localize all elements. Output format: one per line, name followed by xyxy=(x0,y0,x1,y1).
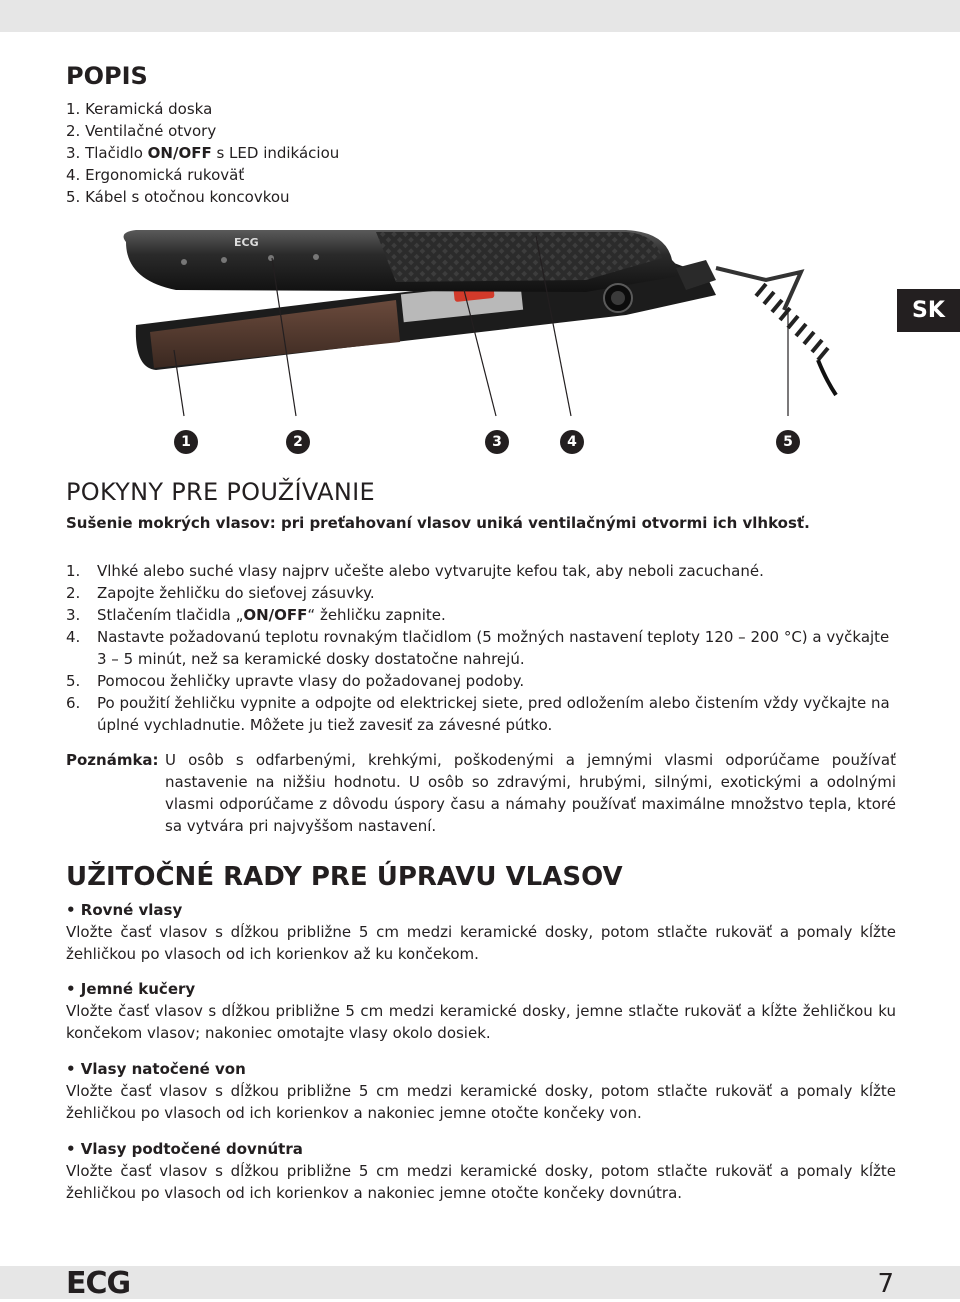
ecg-logo: ECG xyxy=(66,1266,131,1301)
tip-block xyxy=(66,1138,896,1204)
note-text: U osôb s odfarbenými, krehkými, poškodenými a jemnými vlasmi odporúčame používať nastavenie na nižšiu hodnotu. U osôb so zdravými, hrubými, silnými, exotickými a odolnými vlasmi odporúčame z dôvodu úspory času a námahy používať maximálne množstvo tepla, ktoré sa vytvára pri najvyššom nastavení. xyxy=(165,751,896,835)
section-title-popis: POPIS xyxy=(66,62,148,90)
tip-block xyxy=(66,899,896,965)
parts-list-item: 5. Kábel s otočnou koncovkou xyxy=(66,188,290,206)
footer-band xyxy=(0,1266,960,1299)
instruction-step: 3. Stlačením tlačidla „ON/OFF“ žehličku zapnite. xyxy=(66,606,446,624)
tip-text: Vložte časť vlasov s dĺžkou približne 5 cm medzi keramické dosky, jemne stlačte rukoväť a kĺžte žehličkou ku končekom vlasov; nakoniec omotajte vlasy okolo dosiek. xyxy=(66,1002,896,1042)
callout-5: 5 xyxy=(776,430,800,454)
svg-text:ECG: ECG xyxy=(234,236,259,249)
parts-list-item: 2. Ventilačné otvory xyxy=(66,122,217,140)
parts-list-item: 4. Ergonomická rukoväť xyxy=(66,166,245,184)
callout-2: 2 xyxy=(286,430,310,454)
tip-title: • Rovné vlasy xyxy=(66,901,183,919)
instruction-step: 6. Po použití žehličku vypnite a odpojte od elektrickej siete, pred odložením alebo čistením vždy vyčkajte na úplné vychladnutie. Môžete ju tiež zavesiť za závesné pútko. xyxy=(66,694,890,734)
note-block xyxy=(66,749,896,837)
instructions-list xyxy=(66,560,896,736)
top-band xyxy=(0,0,960,32)
tip-text: Vložte časť vlasov s dĺžkou približne 5 cm medzi keramické dosky, potom stlačte rukoväť a pomaly kĺžte žehličkou po vlasoch od ich korienkov a nakoniec jemne otočte končeky dovnútra. xyxy=(66,1162,896,1202)
tip-block xyxy=(66,978,896,1044)
section-title-pokyny: POKYNY PRE POUŽÍVANIE xyxy=(66,478,375,506)
tip-title: • Vlasy natočené von xyxy=(66,1060,246,1078)
product-illustration xyxy=(66,220,896,465)
section-subtitle: Sušenie mokrých vlasov: pri preťahovaní vlasov uniká ventilačnými otvormi ich vlhkosť. xyxy=(66,514,810,532)
section-title-rady: UŽITOČNÉ RADY PRE ÚPRAVU VLASOV xyxy=(66,862,623,892)
note-label: Poznámka: xyxy=(66,751,159,769)
callout-4: 4 xyxy=(560,430,584,454)
callout-3: 3 xyxy=(485,430,509,454)
instruction-step: 2. Zapojte žehličku do sieťovej zásuvky. xyxy=(66,584,375,602)
instruction-step: 4. Nastavte požadovanú teplotu rovnakým tlačidlom (5 možných nastavení teploty 120 – 200 °C) a vyčkajte 3 – 5 minút, než sa keramické dosky dostatočne nahrejú. xyxy=(66,628,890,668)
callout-1: 1 xyxy=(174,430,198,454)
parts-list-item: 1. Keramická doska xyxy=(66,100,213,118)
tip-block xyxy=(66,1058,896,1124)
instruction-step: 1. Vlhké alebo suché vlasy najprv učešte alebo vytvarujte kefou tak, aby neboli zacuchané. xyxy=(66,562,764,580)
page-number: 7 xyxy=(877,1269,894,1299)
tip-text: Vložte časť vlasov s dĺžkou približne 5 cm medzi keramické dosky, potom stlačte rukoväť a pomaly kĺžte žehličkou po vlasoch od ich korienkov a nakoniec jemne otočte končeky von. xyxy=(66,1082,896,1122)
language-tab: SK xyxy=(897,289,960,332)
instruction-step: 5. Pomocou žehličky upravte vlasy do požadovanej podoby. xyxy=(66,672,525,690)
tip-text: Vložte časť vlasov s dĺžkou približne 5 cm medzi keramické dosky, potom stlačte rukoväť a pomaly kĺžte žehličkou po vlasoch od ich korienkov až ku končekom. xyxy=(66,923,896,963)
tip-title: • Jemné kučery xyxy=(66,980,196,998)
parts-list-item: 3. Tlačidlo ON/OFF s LED indikáciou xyxy=(66,144,340,162)
tip-title: • Vlasy podtočené dovnútra xyxy=(66,1140,303,1158)
hair-straightener-image xyxy=(66,220,896,465)
parts-list xyxy=(66,98,339,208)
